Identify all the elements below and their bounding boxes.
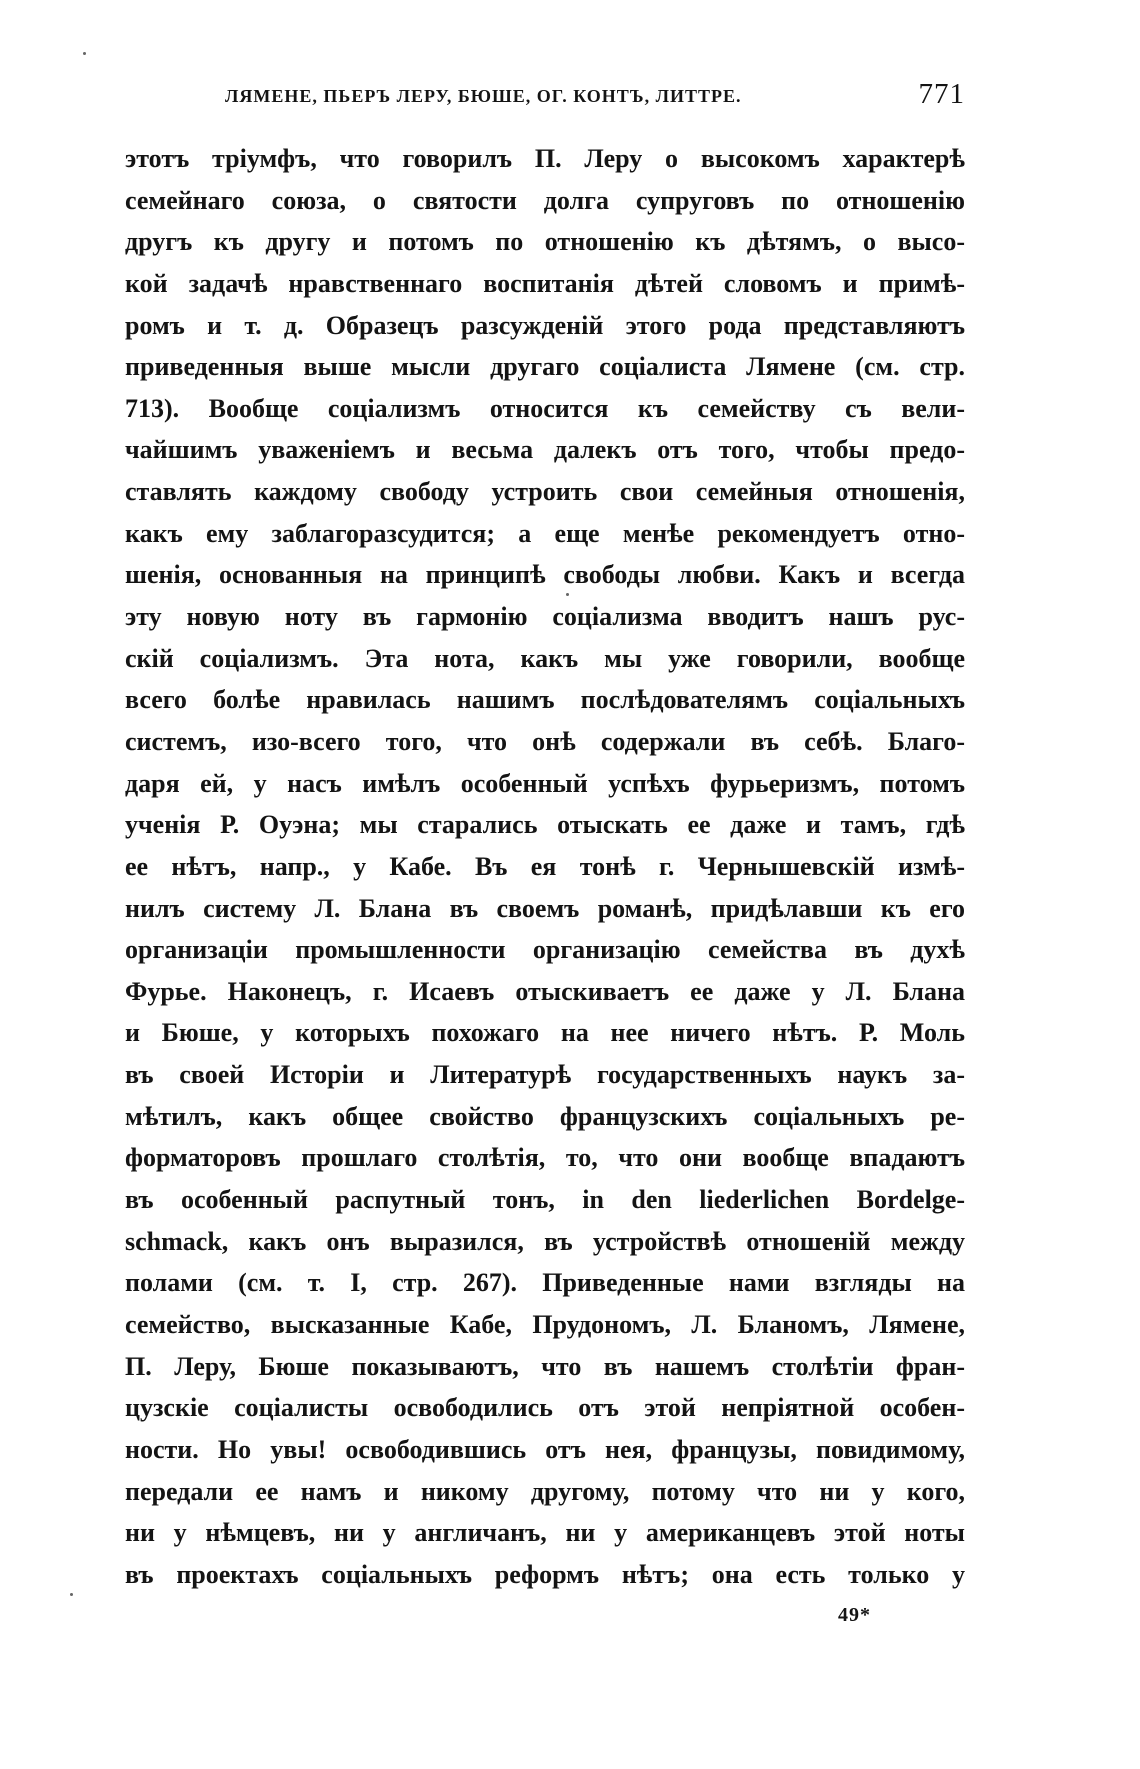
print-speck bbox=[566, 593, 569, 596]
text-line: другъ къ другу и потомъ по отношенію къ дѣтямъ, о высо- bbox=[125, 227, 965, 257]
signature-mark: 49* bbox=[838, 1604, 871, 1626]
body-text bbox=[125, 138, 965, 1595]
text-line: всего болѣе нравилась нашимъ послѣдователямъ соціальныхъ bbox=[125, 685, 965, 715]
text-line: въ особенный распутный тонъ, in den liederlichen Bordelge- bbox=[125, 1185, 965, 1215]
text-line: приведенныя выше мысли другаго соціалиста Лямене (см. стр. bbox=[125, 352, 965, 382]
text-line: schmack, какъ онъ выразился, въ устройствѣ отношеній между bbox=[125, 1226, 965, 1256]
text-line: Фурье. Наконецъ, г. Исаевъ отыскиваетъ ее даже у Л. Блана bbox=[125, 976, 965, 1006]
text-line: этотъ тріумфъ, что говорилъ П. Леру о высокомъ характерѣ bbox=[125, 144, 965, 173]
text-line: нилъ систему Л. Блана въ своемъ романѣ, придѣлавши къ его bbox=[125, 893, 965, 923]
text-line: ученія Р. Оуэна; мы старались отыскать ее даже и тамъ, гдѣ bbox=[125, 810, 965, 840]
text-line: ности. Но увы! освободившись отъ нея, французы, повидимому, bbox=[125, 1434, 965, 1464]
text-line: въ проектахъ соціальныхъ реформъ нѣтъ; она есть только у bbox=[125, 1559, 965, 1589]
text-line: цузскіе соціалисты освободились отъ этой непріятной особен- bbox=[125, 1393, 965, 1423]
print-speck bbox=[83, 52, 86, 55]
text-line: ни у нѣмцевъ, ни у англичанъ, ни у американцевъ этой ноты bbox=[125, 1518, 965, 1548]
text-line: въ своей Исторіи и Литературѣ государственныхъ наукъ за- bbox=[125, 1060, 965, 1090]
text-line: эту новую ноту въ гармонію соціализма вводитъ нашъ рус- bbox=[125, 602, 965, 632]
text-line: ее нѣтъ, напр., у Кабе. Въ ея тонѣ г. Чернышевскій измѣ- bbox=[125, 851, 965, 881]
text-line: системъ, изо-всего того, что онѣ содержали въ себѣ. Благо- bbox=[125, 726, 965, 756]
page-number: 771 bbox=[918, 78, 965, 110]
text-line: ставлять каждому свободу устроить свои семейныя отношенія, bbox=[125, 477, 965, 507]
text-line: форматоровъ прошлаго столѣтія, то, что они вообще впадаютъ bbox=[125, 1143, 965, 1173]
text-line: семейство, высказанные Кабе, Прудономъ, Л. Бланомъ, Лямене, bbox=[125, 1309, 965, 1339]
text-line: семейнаго союза, о святости долга супруговъ по отношенію bbox=[125, 185, 965, 215]
print-speck bbox=[70, 1593, 73, 1596]
text-line: полами (см. т. I, стр. 267). Приведенные нами взгляды на bbox=[125, 1268, 965, 1298]
text-line: передали ее намъ и никому другому, потому что ни у кого, bbox=[125, 1476, 965, 1506]
text-line: организаціи промышленности организацію семейства въ духѣ bbox=[125, 935, 965, 965]
text-line: П. Леру, Бюше показываютъ, что въ нашемъ столѣтіи фран- bbox=[125, 1351, 965, 1381]
text-line: и Бюше, у которыхъ похожаго на нее ничего нѣтъ. Р. Моль bbox=[125, 1018, 965, 1048]
text-line: какъ ему заблагоразсудится; а еще менѣе рекомендуетъ отно- bbox=[125, 518, 965, 548]
text-line: кой задачѣ нравственнаго воспитанія дѣтей словомъ и примѣ- bbox=[125, 268, 965, 298]
text-line: шенія, основанныя на принципѣ свободы любви. Какъ и всегда bbox=[125, 560, 965, 590]
text-line: 713). Вообще соціализмъ относится къ семейству съ вели- bbox=[125, 393, 965, 423]
page-header bbox=[225, 78, 965, 120]
text-line: чайшимъ уваженіемъ и весьма далекъ отъ того, чтобы предо- bbox=[125, 435, 965, 465]
text-line: скій соціализмъ. Эта нота, какъ мы уже говорили, вообще bbox=[125, 643, 965, 673]
text-line: даря ей, у насъ имѣлъ особенный успѣхъ фурьеризмъ, потомъ bbox=[125, 768, 965, 798]
text-line: ромъ и т. д. Образецъ разсужденій этого рода представляютъ bbox=[125, 310, 965, 340]
running-title: ЛЯМЕНЕ, ПЬЕРЪ ЛЕРУ, БЮШЕ, ОГ. КОНТЪ, ЛИТТРЕ. bbox=[225, 86, 742, 106]
text-line: мѣтилъ, какъ общее свойство французскихъ соціальныхъ ре- bbox=[125, 1101, 965, 1131]
